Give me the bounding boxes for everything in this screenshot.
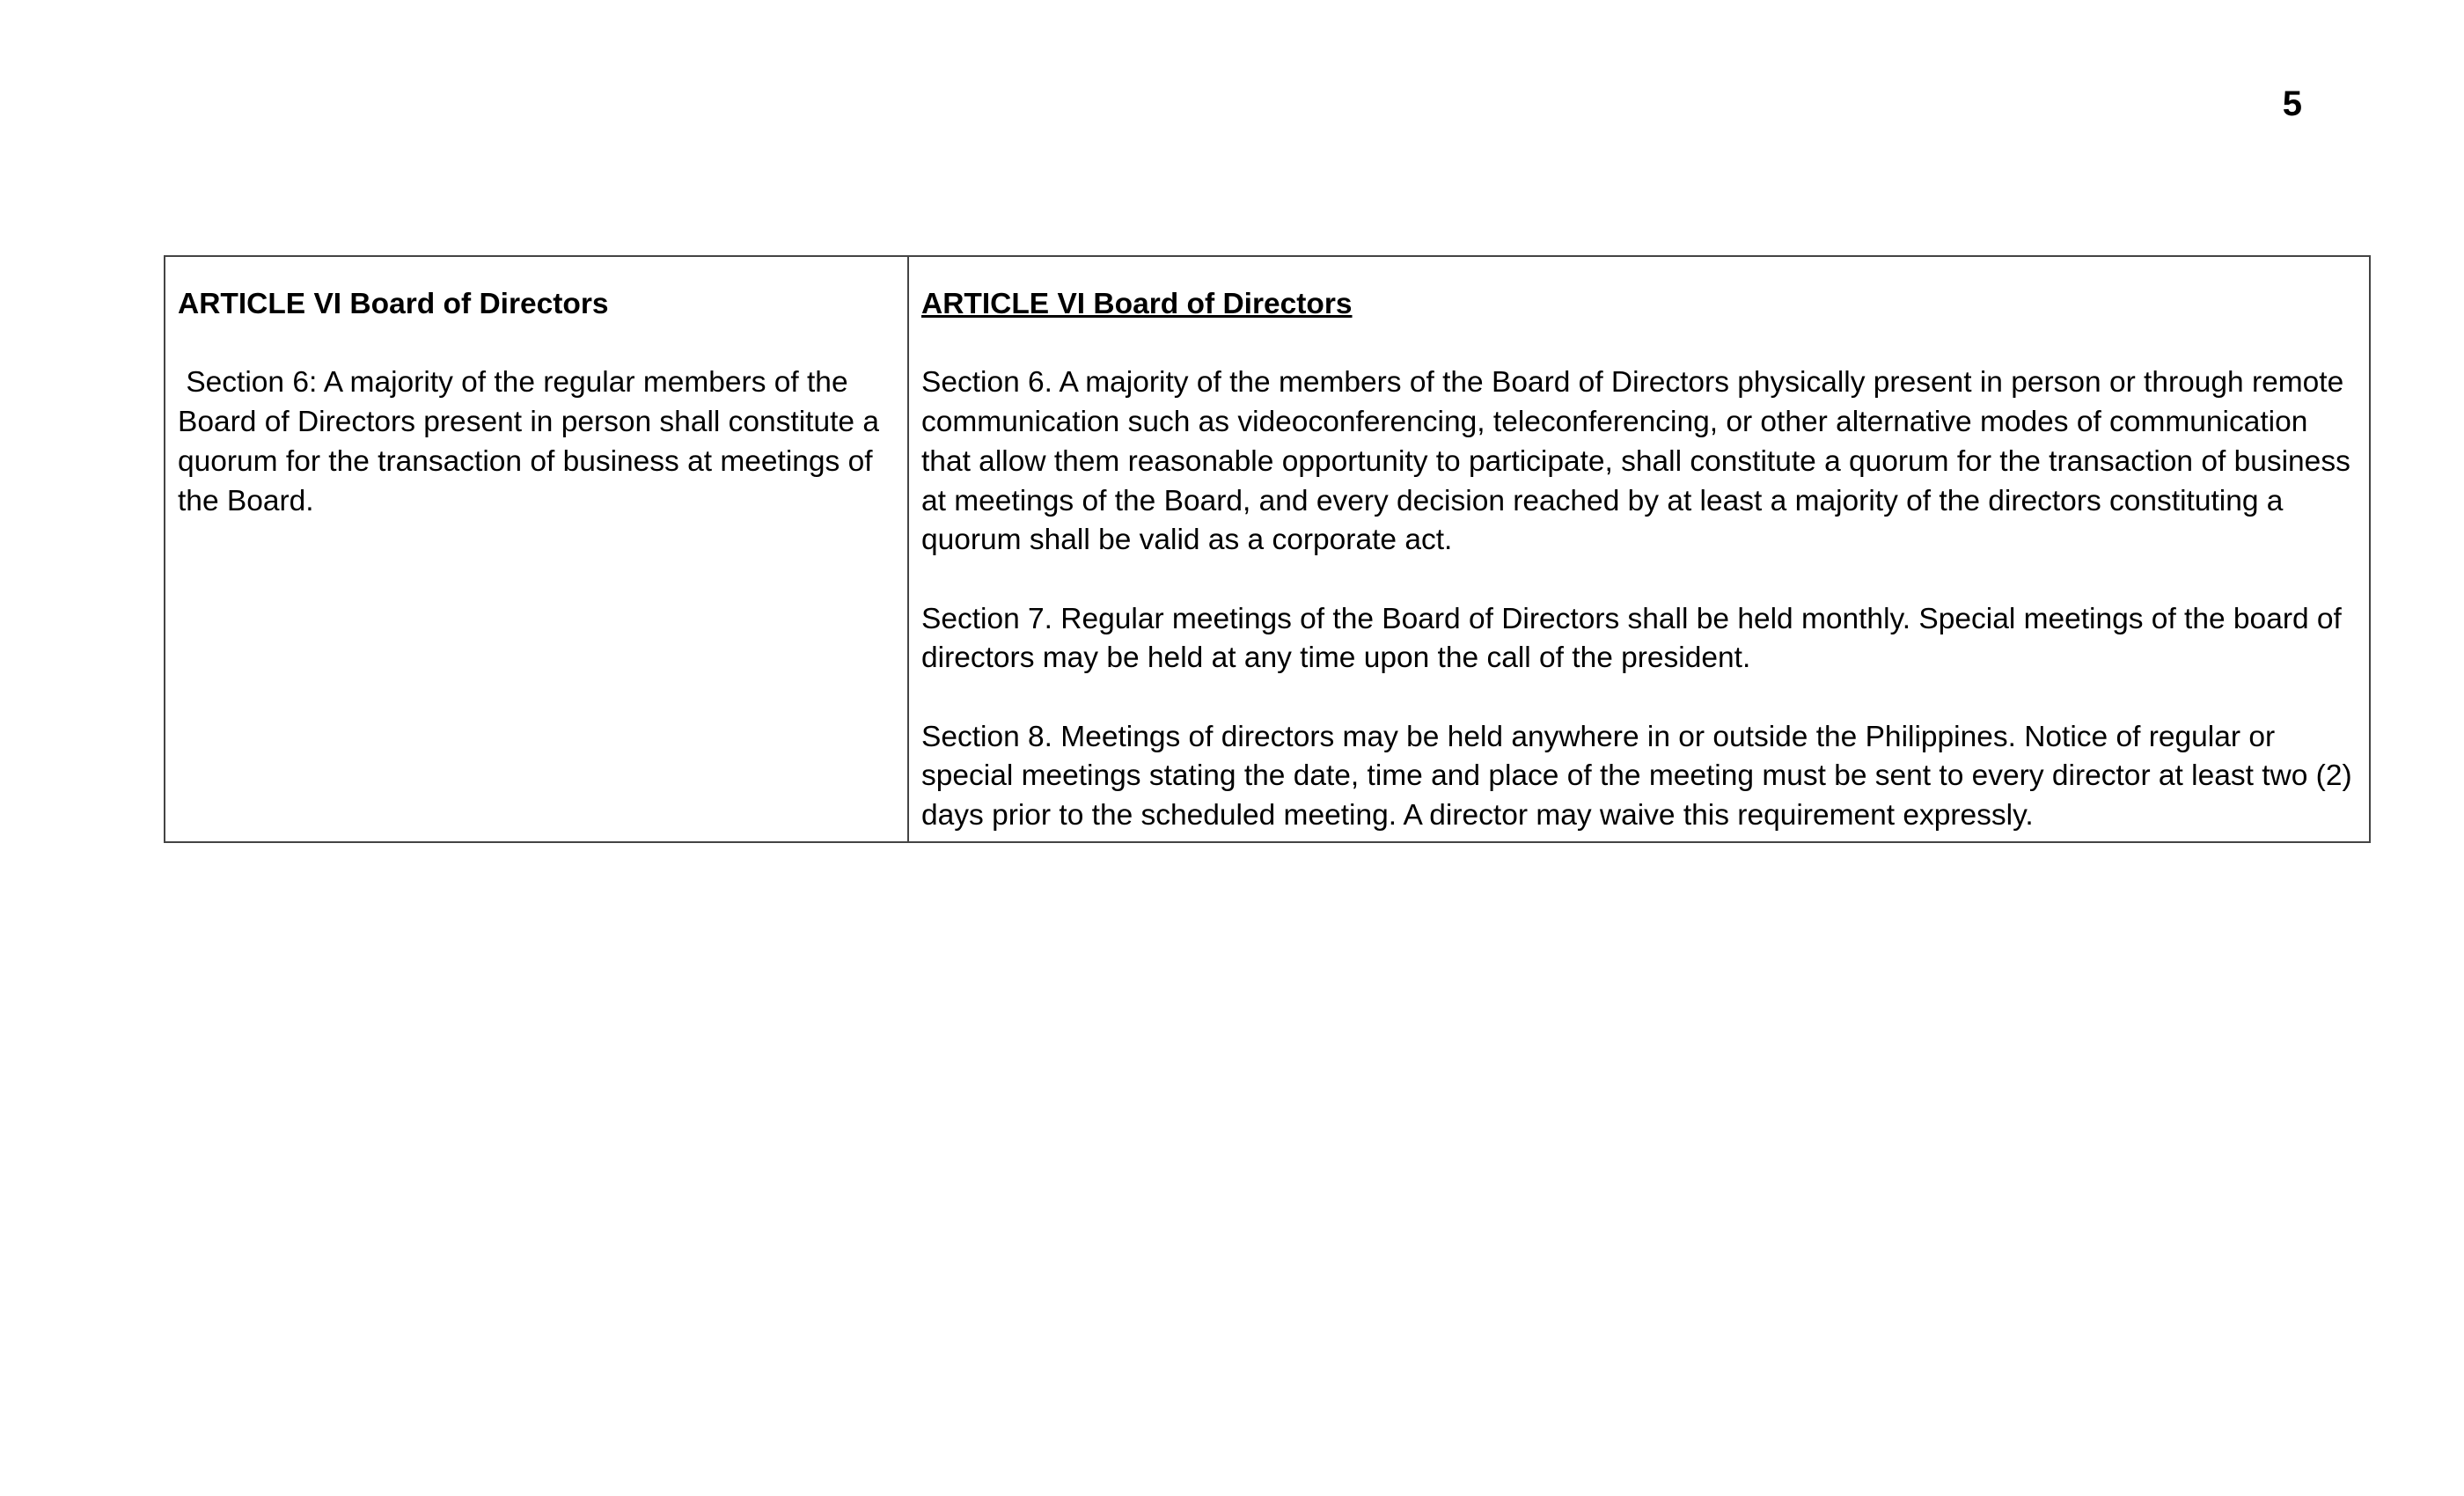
original-article-heading: ARTICLE VI Board of Directors (178, 288, 609, 320)
amended-provision-cell (908, 256, 2370, 842)
amended-section-8: Section 8. Meetings of directors may be held anywhere in or outside the Philippines. Notice of regular or special meetings stating the date, time and place of the meeting must be sent to every director at least two (2) days prior to the scheduled meeting. A director may waive this requirement expressly. (921, 720, 2352, 832)
original-provision-cell (165, 256, 908, 842)
table-row (165, 256, 2370, 842)
original-section-6: Section 6: A majority of the regular members of the Board of Directors present in person shall constitute a quorum for the transaction of business at meetings of the Board. (178, 366, 888, 517)
amended-article-heading: ARTICLE VI Board of Directors (921, 288, 1353, 320)
comparison-table (164, 255, 2371, 843)
amended-section-7: Section 7. Regular meetings of the Board of Directors shall be held monthly. Special meetings of the board of directors may be held at any time upon the call of the president. (921, 602, 2342, 675)
amended-section-6: Section 6. A majority of the members of the Board of Directors physically present in person or through remote communication such as videoconferencing, teleconferencing, or other alternative modes of communication that allow them reasonable opportunity to participate, shall constitute a quorum for the transaction of business at meetings of the Board, and every decision reached by at least a majority of the directors constituting a quorum shall be valid as a corporate act. (921, 366, 2350, 557)
page-number: 5 (2282, 84, 2302, 123)
